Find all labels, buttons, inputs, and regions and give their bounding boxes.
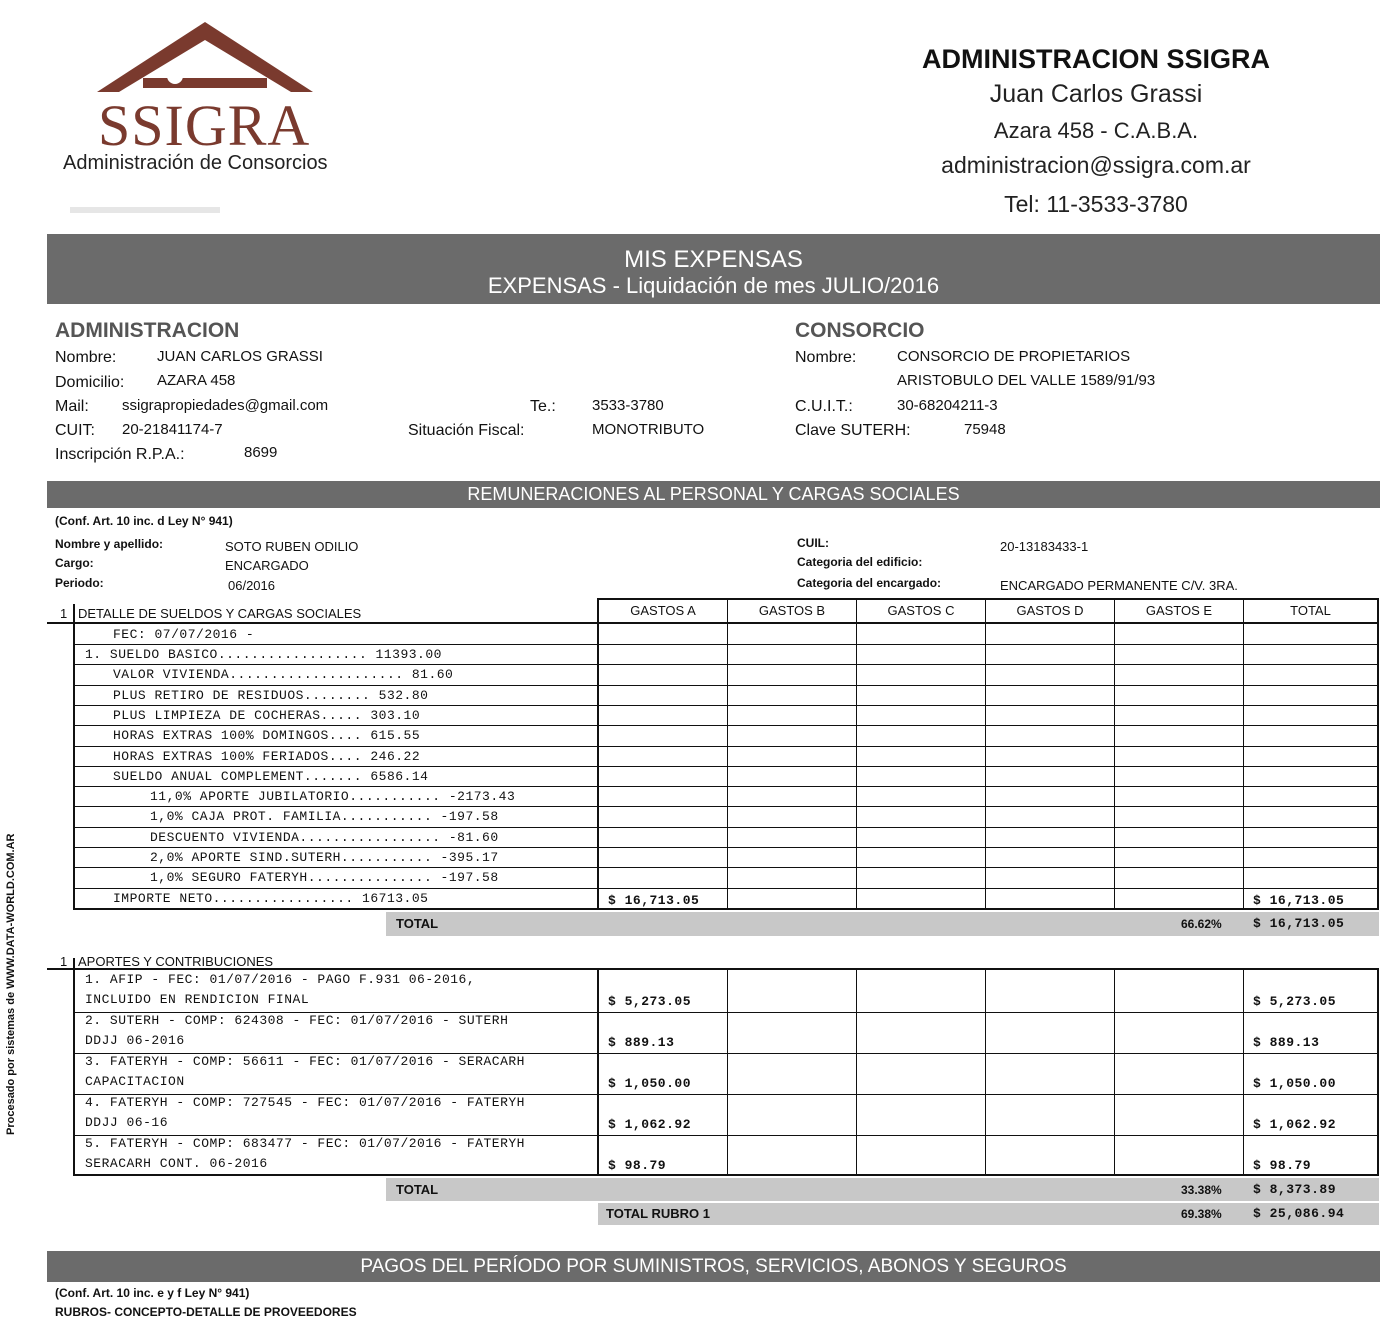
admin-mail-label: Mail:	[55, 398, 89, 415]
aporte-total: $ 5,273.05	[1253, 994, 1337, 1009]
aporte-gastos-a: $ 1,062.92	[608, 1117, 692, 1132]
importe-neto-gastos-a: $ 16,713.05	[608, 893, 700, 908]
col-gastos-c: GASTOS C	[887, 603, 955, 618]
aporte-gastos-a: $ 889.13	[608, 1035, 675, 1050]
total2-pct: 33.38%	[1181, 1183, 1222, 1197]
aporte-gastos-a: $ 1,050.00	[608, 1076, 692, 1091]
rem-nombre-label: Nombre y apellido:	[55, 537, 164, 551]
total-pct: 66.62%	[1181, 917, 1222, 931]
detalle-line: PLUS LIMPIEZA DE COCHERAS..... 303.10	[113, 707, 421, 723]
rem-cargo-label: Cargo:	[55, 556, 94, 570]
detalle-line: HORAS EXTRAS 100% DOMINGOS.... 615.55	[113, 728, 421, 744]
banner-title: MIS EXPENSAS	[624, 246, 803, 273]
col-gastos-e: GASTOS E	[1145, 603, 1213, 618]
aporte-line-2: DDJJ 06-2016	[85, 1033, 185, 1048]
consorcio-suterh: 75948	[964, 421, 1006, 438]
rem-periodo-label: Periodo:	[55, 576, 104, 590]
rem-cat-edificio-label: Categoria del edificio:	[797, 555, 923, 569]
consorcio-cuit: 30-68204211-3	[897, 397, 998, 414]
detalle-line: 1,0% SEGURO FATERYH............... -197.58	[150, 870, 499, 886]
total-label: TOTAL	[396, 916, 439, 931]
detalle-line: 1,0% CAJA PROT. FAMILIA........... -197.58	[150, 809, 499, 825]
total2-label: TOTAL	[396, 1182, 439, 1197]
rem-cat-encargado: ENCARGADO PERMANENTE C/V. 3RA.	[1000, 578, 1238, 593]
aporte-gastos-a: $ 5,273.05	[608, 994, 692, 1009]
admin-rpa-label: Inscripción R.P.A.:	[55, 446, 185, 463]
company-title: ADMINISTRACION SSIGRA	[921, 44, 1270, 74]
rem-cuil: 20-13183433-1	[1000, 539, 1089, 554]
aporte-total: $ 1,062.92	[1253, 1117, 1337, 1132]
pagos-conf: (Conf. Art. 10 inc. e y f Ley N° 941)	[55, 1286, 250, 1300]
aporte-line-2: SERACARH CONT. 06-2016	[85, 1156, 268, 1171]
col-gastos-d: GASTOS D	[1016, 603, 1084, 618]
rubro-amount: $ 25,086.94	[1253, 1206, 1345, 1221]
sec1-fec: FEC: 07/07/2016 -	[113, 627, 255, 642]
detalle-line: DESCUENTO VIVIENDA................. -81.60	[150, 829, 499, 845]
admin-heading: ADMINISTRACION	[55, 319, 240, 342]
table-row-divider	[73, 908, 1379, 909]
admin-mail: ssigrapropiedades@gmail.com	[122, 397, 329, 414]
rubro-label: TOTAL RUBRO 1	[606, 1206, 711, 1221]
admin-cuit: 20-21841174-7	[122, 421, 223, 438]
table-row-divider	[73, 786, 1379, 787]
table-row-divider	[73, 685, 1379, 686]
sec2-number: 1	[60, 954, 68, 969]
banner-subtitle: EXPENSAS - Liquidación de mes JULIO/2016	[487, 273, 940, 298]
company-phone: Tel: 11-3533-3780	[1004, 191, 1188, 217]
sec1-number: 1	[60, 606, 68, 621]
remuneraciones-heading: REMUNERACIONES AL PERSONAL Y CARGAS SOCIALES	[47, 481, 1380, 508]
consorcio-cuit-label: C.U.I.T.:	[795, 398, 853, 415]
table-row-divider	[73, 705, 1379, 706]
table-row-divider	[73, 725, 1379, 726]
logo-subtitle: Administración de Consorcios	[63, 152, 328, 174]
consorcio-nombre-label: Nombre:	[795, 349, 857, 366]
banner	[47, 234, 1380, 304]
admin-fiscal: MONOTRIBUTO	[592, 421, 705, 438]
rem-cuil-label: CUIL:	[797, 536, 829, 550]
aporte-gastos-a: $ 98.79	[608, 1158, 667, 1173]
admin-domicilio-label: Domicilio:	[55, 374, 125, 391]
consorcio-nombre-2: ARISTOBULO DEL VALLE 1589/91/93	[897, 372, 1156, 389]
importe-neto-total: $ 16,713.05	[1253, 893, 1345, 908]
table-row-divider	[73, 827, 1379, 828]
pagos-rubros: RUBROS- CONCEPTO-DETALLE DE PROVEEDORES	[55, 1305, 357, 1319]
aporte-line-1: 2. SUTERH - COMP: 624308 - FEC: 01/07/2016 - SUTERH	[85, 1013, 509, 1028]
admin-nombre: JUAN CARLOS GRASSI	[157, 348, 323, 365]
aporte-line-1: 1. AFIP - FEC: 01/07/2016 - PAGO F.931 06-2016,	[85, 972, 476, 987]
table-row-divider	[73, 847, 1379, 848]
company-address: Azara 458 - C.A.B.A.	[993, 118, 1199, 143]
admin-te-label: Te.:	[530, 398, 556, 415]
rubro-pct: 69.38%	[1181, 1207, 1222, 1221]
detalle-line: SUELDO ANUAL COMPLEMENT....... 6586.14	[113, 768, 429, 784]
col-gastos-b: GASTOS B	[758, 603, 826, 618]
col-gastos-a: GASTOS A	[630, 603, 696, 618]
table-row-divider	[73, 888, 1379, 889]
aporte-total: $ 98.79	[1253, 1158, 1312, 1173]
consorcio-nombre-1: CONSORCIO DE PROPIETARIOS	[897, 348, 1131, 365]
table-row-divider	[73, 644, 1379, 645]
table-row-divider	[73, 664, 1379, 665]
sec1-title: DETALLE DE SUELDOS Y CARGAS SOCIALES	[78, 606, 362, 621]
table-row-divider	[73, 867, 1379, 868]
rem-nombre: SOTO RUBEN ODILIO	[225, 539, 359, 554]
pagos-heading: PAGOS DEL PERÍODO POR SUMINISTROS, SERVICIOS, ABONOS Y SEGUROS	[47, 1251, 1380, 1282]
aporte-line-2: CAPACITACION	[85, 1074, 185, 1089]
total2-amount: $ 8,373.89	[1253, 1182, 1337, 1197]
total2-row-shade	[386, 1178, 1379, 1201]
detalle-line: HORAS EXTRAS 100% FERIADOS.... 246.22	[113, 748, 421, 764]
rem-cat-encargado-label: Categoria del encargado:	[797, 576, 942, 590]
table-row-divider	[73, 766, 1379, 767]
aporte-line-1: 5. FATERYH - COMP: 683477 - FEC: 01/07/2016 - FATERYH	[85, 1136, 525, 1151]
detalle-line: 1. SUELDO BASICO.................. 11393.00	[85, 647, 442, 662]
side-processed-text: Procesado por sistemas de WWW.DATA-WORLD.COM.AR	[5, 833, 17, 1135]
admin-cuit-label: CUIT:	[55, 422, 95, 439]
admin-rpa: 8699	[244, 444, 278, 461]
consorcio-heading: CONSORCIO	[795, 319, 925, 342]
col-total: TOTAL	[1290, 603, 1331, 618]
rem-periodo: 06/2016	[228, 578, 275, 593]
aporte-line-2: DDJJ 06-16	[85, 1115, 169, 1130]
importe-neto: IMPORTE NETO................. 16713.05	[113, 891, 429, 906]
admin-fiscal-label: Situación Fiscal:	[408, 422, 525, 439]
total-row-shade	[386, 912, 1379, 936]
detalle-line: 2,0% APORTE SIND.SUTERH........... -395.17	[150, 850, 499, 865]
aporte-total: $ 1,050.00	[1253, 1076, 1337, 1091]
aporte-line-1: 4. FATERYH - COMP: 727545 - FEC: 01/07/2016 - FATERYH	[85, 1095, 525, 1110]
aporte-line-2: INCLUIDO EN RENDICION FINAL	[85, 992, 310, 1007]
admin-domicilio: AZARA 458	[157, 372, 236, 389]
rem-conf: (Conf. Art. 10 inc. d Ley N° 941)	[55, 514, 233, 528]
admin-te: 3533-3780	[592, 397, 664, 414]
table-row-divider	[73, 746, 1379, 747]
aporte-total: $ 889.13	[1253, 1035, 1320, 1050]
logo-roof-icon	[95, 20, 315, 100]
detalle-line: VALOR VIVIENDA..................... 81.60	[113, 667, 454, 683]
detalle-line: PLUS RETIRO DE RESIDUOS........ 532.80	[113, 687, 429, 703]
sec2-title: APORTES Y CONTRIBUCIONES	[78, 954, 274, 969]
detalle-line: 11,0% APORTE JUBILATORIO........... -2173.43	[150, 789, 516, 805]
total-amount: $ 16,713.05	[1253, 916, 1345, 931]
rem-cargo: ENCARGADO	[225, 558, 309, 573]
table-row-divider	[73, 806, 1379, 807]
logo-text: SSIGRA	[98, 93, 311, 158]
consorcio-suterh-label: Clave SUTERH:	[795, 422, 911, 439]
company-email: administracion@ssigra.com.ar	[941, 152, 1251, 178]
aporte-line-1: 3. FATERYH - COMP: 56611 - FEC: 01/07/2016 - SERACARH	[85, 1054, 525, 1069]
admin-nombre-label: Nombre:	[55, 349, 117, 366]
company-name: Juan Carlos Grassi	[989, 80, 1203, 108]
logo-underline	[70, 207, 220, 213]
